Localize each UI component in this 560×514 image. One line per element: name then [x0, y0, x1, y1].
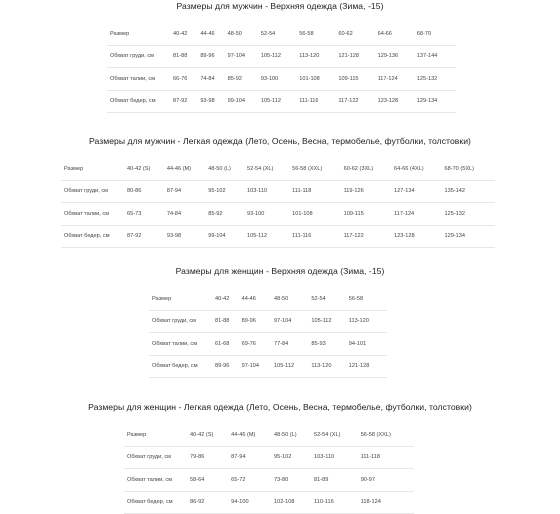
table-cell: 129-136: [378, 45, 417, 68]
table-cell: 44-46: [200, 23, 227, 45]
table-cell: 85-92: [208, 203, 247, 226]
table-cell: 93-100: [247, 203, 292, 226]
table-cell: 65-72: [231, 469, 274, 492]
table-row: [149, 310, 387, 333]
table-row: [107, 68, 456, 91]
table-cell: 93-98: [200, 90, 227, 113]
table-cell: 60-62: [338, 23, 377, 45]
table-cell: 129-134: [417, 90, 456, 113]
table-cell: 48-50 (L): [208, 158, 247, 180]
table-cell: 74-84: [200, 68, 227, 91]
table-cell: Обхват груди, см: [107, 45, 173, 68]
table-cell: 125-132: [417, 68, 456, 91]
table-cell: 121-128: [338, 45, 377, 68]
section-title-women-light: Размеры для женщин - Легкая одежда (Лето, Осень, Весна, термобелье, футболки, толстовки): [88, 402, 472, 412]
table-cell: 95-102: [274, 446, 314, 469]
table-cell: 94-100: [231, 491, 274, 514]
table-cell: 40-42 (S): [190, 424, 231, 446]
table-cell: 40-42: [215, 288, 242, 310]
table-row: [149, 355, 387, 378]
table-cell: 99-104: [208, 225, 247, 248]
table-row: [124, 446, 414, 469]
table-cell: 61-68: [215, 333, 242, 356]
table-cell: 118-124: [361, 491, 414, 514]
table-cell: 95-102: [208, 180, 247, 203]
table-cell: 81-88: [215, 310, 242, 333]
table-cell: 87-94: [167, 180, 208, 203]
table-cell: 102-108: [274, 491, 314, 514]
table-cell: 40-42 (S): [127, 158, 167, 180]
table-row: [149, 333, 387, 356]
table-row: [124, 469, 414, 492]
table-cell: Обхват бедер, см: [149, 355, 215, 378]
size-table-women-outerwear: [149, 288, 387, 378]
table-cell: 97-104: [274, 310, 311, 333]
table-header-row: [124, 424, 414, 446]
table-row: [61, 203, 495, 226]
table-cell: 125-132: [444, 203, 495, 226]
table-cell: Обхват бедер, см: [124, 491, 190, 514]
table-cell: 111-116: [299, 90, 338, 113]
table-cell: Обхват груди, см: [124, 446, 190, 469]
table-cell: 87-94: [231, 446, 274, 469]
table-cell: Обхват талии, см: [107, 68, 173, 91]
table-cell: 99-104: [228, 90, 261, 113]
table-cell: 113-120: [349, 310, 387, 333]
table-cell: 48-50 (L): [274, 424, 314, 446]
table-cell: 60-62 (3XL): [344, 158, 394, 180]
table-cell: 113-120: [299, 45, 338, 68]
table-cell: 64-66 (4XL): [394, 158, 444, 180]
table-cell: 113-120: [311, 355, 348, 378]
table-cell: 44-46 (M): [167, 158, 208, 180]
table-cell: 77-84: [274, 333, 311, 356]
table-cell: Обхват груди, см: [149, 310, 215, 333]
table-cell: 94-101: [349, 333, 387, 356]
table-row: [61, 225, 495, 248]
size-table-men-light: [61, 158, 495, 248]
table-header-row: [149, 288, 387, 310]
table-cell: 79-86: [190, 446, 231, 469]
table-cell: 68-70: [417, 23, 456, 45]
table-cell: 135-142: [444, 180, 495, 203]
table-row: [107, 90, 456, 113]
table-cell: 111-118: [361, 446, 414, 469]
table-cell: 93-100: [261, 68, 299, 91]
table-cell: 103-110: [314, 446, 361, 469]
table-cell: 40-42: [173, 23, 200, 45]
table-cell: 68-70 (5XL): [444, 158, 495, 180]
table-cell: 109-115: [344, 203, 394, 226]
table-row: [107, 45, 456, 68]
section-title-women-outerwear: Размеры для женщин - Верхняя одежда (Зима, -15): [175, 266, 385, 276]
table-cell: 117-124: [394, 203, 444, 226]
table-cell: 52-54: [261, 23, 299, 45]
table-cell: 111-116: [292, 225, 344, 248]
table-cell: 58-64: [190, 469, 231, 492]
table-cell: 65-73: [127, 203, 167, 226]
table-cell: 89-96: [200, 45, 227, 68]
table-cell: 90-97: [361, 469, 414, 492]
table-cell: Размер: [124, 424, 190, 446]
table-cell: 52-54: [311, 288, 348, 310]
table-row: [124, 491, 414, 514]
table-cell: 56-58 (XXL): [361, 424, 414, 446]
table-cell: 105-112: [261, 45, 299, 68]
table-cell: 85-93: [311, 333, 348, 356]
table-cell: 66-76: [173, 68, 200, 91]
table-cell: 89-96: [215, 355, 242, 378]
size-table-women-light: [124, 424, 414, 514]
table-cell: Обхват талии, см: [61, 203, 127, 226]
table-cell: 81-88: [173, 45, 200, 68]
table-cell: 129-134: [444, 225, 495, 248]
table-cell: Обхват талии, см: [124, 469, 190, 492]
table-cell: Обхват бедер, см: [107, 90, 173, 113]
table-cell: 105-112: [247, 225, 292, 248]
table-cell: 64-66: [378, 23, 417, 45]
table-cell: 123-128: [378, 90, 417, 113]
table-cell: 74-84: [167, 203, 208, 226]
table-cell: 56-58 (XXL): [292, 158, 344, 180]
table-cell: 80-86: [127, 180, 167, 203]
table-cell: 97-104: [242, 355, 274, 378]
table-cell: 73-80: [274, 469, 314, 492]
table-cell: 111-118: [292, 180, 344, 203]
table-cell: 56-58: [299, 23, 338, 45]
section-title-men-outerwear: Размеры для мужчин - Верхняя одежда (Зима, -15): [176, 1, 384, 11]
table-header-row: [61, 158, 495, 180]
table-cell: Размер: [149, 288, 215, 310]
table-cell: 105-112: [261, 90, 299, 113]
table-cell: 69-76: [242, 333, 274, 356]
table-cell: 105-112: [311, 310, 348, 333]
table-cell: 110-116: [314, 491, 361, 514]
table-cell: 89-96: [242, 310, 274, 333]
table-cell: 85-92: [228, 68, 261, 91]
table-cell: Обхват талии, см: [149, 333, 215, 356]
table-cell: 117-122: [344, 225, 394, 248]
table-cell: 97-104: [228, 45, 261, 68]
table-cell: 127-134: [394, 180, 444, 203]
table-row: [61, 180, 495, 203]
table-cell: 117-122: [338, 90, 377, 113]
table-cell: 87-92: [173, 90, 200, 113]
table-header-row: [107, 23, 456, 45]
table-cell: 44-46: [242, 288, 274, 310]
table-cell: 119-126: [344, 180, 394, 203]
table-cell: 44-46 (M): [231, 424, 274, 446]
table-cell: 81-89: [314, 469, 361, 492]
table-cell: 103-110: [247, 180, 292, 203]
table-cell: 137-144: [417, 45, 456, 68]
table-cell: Размер: [107, 23, 173, 45]
table-cell: 121-128: [349, 355, 387, 378]
table-cell: 123-128: [394, 225, 444, 248]
table-cell: 86-92: [190, 491, 231, 514]
table-cell: 117-124: [378, 68, 417, 91]
table-cell: 48-50: [228, 23, 261, 45]
table-cell: 48-50: [274, 288, 311, 310]
table-cell: 101-108: [292, 203, 344, 226]
table-cell: 101-108: [299, 68, 338, 91]
table-cell: 87-92: [127, 225, 167, 248]
table-cell: 109-115: [338, 68, 377, 91]
size-table-men-outerwear: [107, 23, 456, 113]
table-cell: 105-112: [274, 355, 311, 378]
table-cell: Обхват груди, см: [61, 180, 127, 203]
table-cell: Размер: [61, 158, 127, 180]
table-cell: 52-54 (XL): [247, 158, 292, 180]
section-title-men-light: Размеры для мужчин - Легкая одежда (Лето, Осень, Весна, термобелье, футболки, толстовки): [89, 136, 471, 146]
table-cell: 52-54 (XL): [314, 424, 361, 446]
table-cell: Обхват бедер, см: [61, 225, 127, 248]
table-cell: 56-58: [349, 288, 387, 310]
table-cell: 93-98: [167, 225, 208, 248]
